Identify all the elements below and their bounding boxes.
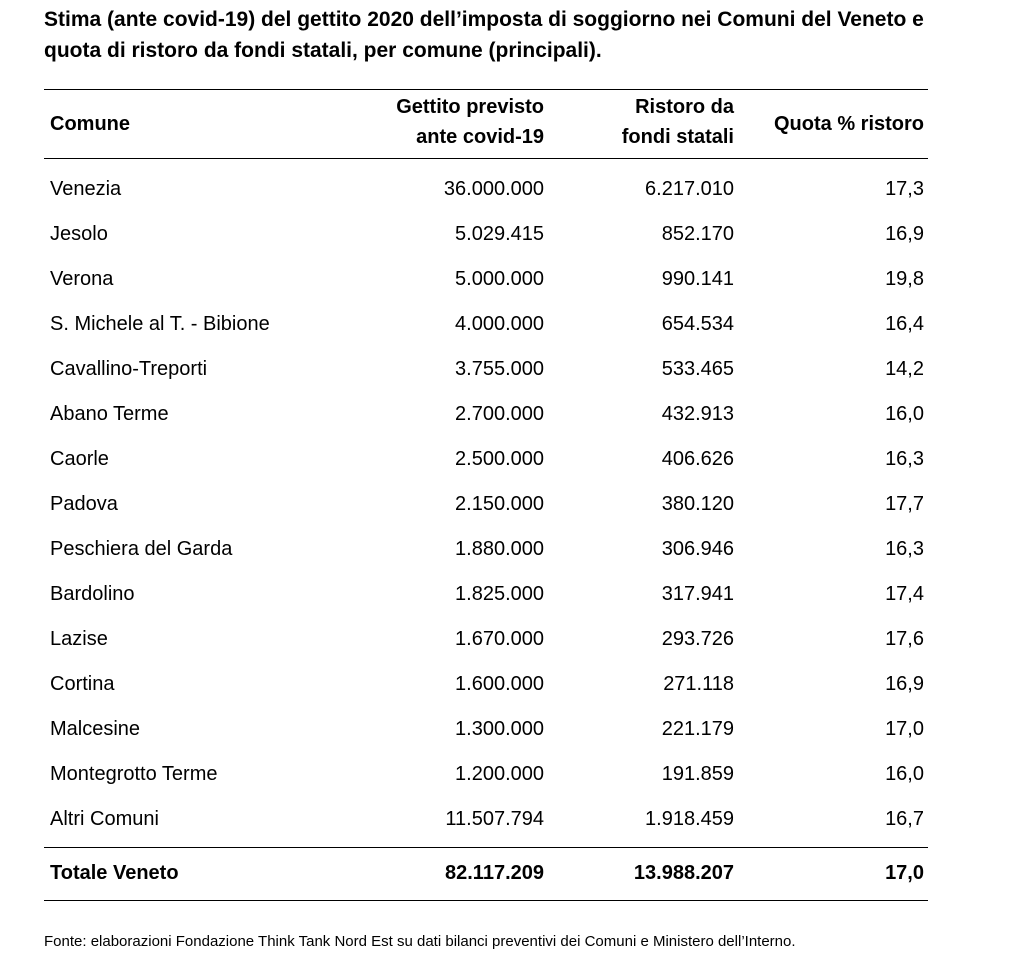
cell-gettito: 2.150.000: [455, 493, 544, 515]
header-comune: Comune: [50, 113, 130, 135]
table-row: [44, 212, 928, 257]
cell-gettito: 36.000.000: [443, 178, 544, 200]
cell-ristoro: 654.534: [661, 313, 734, 335]
cell-quota: 14,2: [885, 358, 924, 380]
cell-ristoro: 306.946: [661, 538, 734, 560]
cell-quota: 17,3: [885, 178, 924, 200]
cell-quota: 19,8: [885, 268, 924, 290]
title-line-2: quota di ristoro da fondi statali, per comune (principali).: [44, 39, 602, 62]
cell-quota: 16,0: [885, 763, 924, 785]
table-row: [44, 617, 928, 662]
cell-gettito: 1.600.000: [455, 673, 544, 695]
table-row: [44, 707, 928, 752]
cell-gettito: 1.300.000: [455, 718, 544, 740]
cell-gettito: 3.755.000: [455, 358, 544, 380]
table-total-rule: [44, 847, 928, 848]
cell-ristoro: 990.141: [661, 268, 734, 290]
table-row: [44, 347, 928, 392]
table-row: [44, 662, 928, 707]
cell-quota: 17,7: [885, 493, 924, 515]
cell-comune: Bardolino: [50, 583, 135, 605]
table-row: [44, 752, 928, 797]
total-quota: 17,0: [885, 862, 924, 884]
cell-quota: 16,3: [885, 448, 924, 470]
cell-comune: Padova: [50, 493, 118, 515]
cell-comune: Venezia: [50, 178, 122, 200]
cell-gettito: 2.500.000: [455, 448, 544, 470]
table-row: [44, 797, 928, 842]
cell-gettito: 4.000.000: [455, 313, 544, 335]
table-row: [44, 527, 928, 572]
cell-ristoro: 221.179: [661, 718, 734, 740]
cell-comune: Abano Terme: [50, 403, 169, 425]
header-quota: Quota % ristoro: [773, 113, 924, 135]
cell-comune: Verona: [50, 268, 114, 290]
total-comune: Totale Veneto: [50, 862, 179, 884]
table-bottom-rule: [44, 900, 928, 901]
cell-comune: Caorle: [50, 448, 109, 470]
cell-ristoro: 852.170: [661, 223, 734, 245]
cell-ristoro: 6.217.010: [645, 178, 734, 200]
cell-comune: Montegrotto Terme: [50, 763, 218, 785]
table-total-row: [44, 851, 928, 895]
cell-quota: 17,4: [885, 583, 924, 605]
cell-comune: S. Michele al T. - Bibione: [50, 313, 270, 335]
cell-ristoro: 406.626: [661, 448, 734, 470]
title-line-1: Stima (ante covid-19) del gettito 2020 dell’imposta di soggiorno nei Comuni del Veneto e: [44, 8, 924, 31]
total-ristoro: 13.988.207: [633, 862, 734, 884]
header-gettito: Gettito previsto ante covid-19: [396, 96, 544, 148]
table-row: [44, 302, 928, 347]
cell-gettito: 5.000.000: [455, 268, 544, 290]
total-gettito: 82.117.209: [445, 862, 544, 884]
cell-comune: Cavallino-Treporti: [50, 358, 208, 380]
cell-ristoro: 1.918.459: [645, 808, 734, 830]
cell-comune: Malcesine: [50, 718, 141, 740]
table-row: [44, 482, 928, 527]
table-row: [44, 257, 928, 302]
cell-ristoro: 293.726: [661, 628, 734, 650]
cell-comune: Lazise: [50, 628, 108, 650]
cell-gettito: 5.029.415: [455, 223, 544, 245]
table-row: [44, 572, 928, 617]
cell-ristoro: 380.120: [661, 493, 734, 515]
cell-comune: Peschiera del Garda: [50, 538, 233, 560]
source-footnote: Fonte: elaborazioni Fondazione Think Tank Nord Est su dati bilanci preventivi dei Comuni e Ministero dell’Interno.: [44, 933, 796, 950]
table-row: [44, 437, 928, 482]
cell-ristoro: 271.118: [663, 673, 734, 695]
cell-ristoro: 533.465: [661, 358, 734, 380]
table-row: [44, 392, 928, 437]
cell-comune: Altri Comuni: [50, 808, 159, 830]
table-header: [44, 90, 928, 158]
cell-gettito: 2.700.000: [455, 403, 544, 425]
header-ristoro: Ristoro da fondi statali: [621, 96, 734, 148]
cell-quota: 17,6: [885, 628, 924, 650]
cell-quota: 16,7: [885, 808, 924, 830]
page-title: [44, 4, 1019, 66]
cell-gettito: 1.200.000: [455, 763, 544, 785]
cell-quota: 17,0: [885, 718, 924, 740]
cell-ristoro: 432.913: [661, 403, 734, 425]
cell-gettito: 11.507.794: [445, 808, 544, 830]
cell-quota: 16,0: [885, 403, 924, 425]
cell-quota: 16,9: [885, 673, 924, 695]
cell-quota: 16,3: [885, 538, 924, 560]
table-row: [44, 167, 928, 212]
table-body: [44, 167, 928, 842]
cell-ristoro: 191.859: [661, 763, 734, 785]
cell-quota: 16,9: [885, 223, 924, 245]
cell-gettito: 1.670.000: [455, 628, 544, 650]
cell-comune: Cortina: [50, 673, 115, 695]
cell-comune: Jesolo: [50, 223, 108, 245]
cell-gettito: 1.825.000: [455, 583, 544, 605]
table-header-rule: [44, 158, 928, 159]
cell-quota: 16,4: [885, 313, 924, 335]
cell-gettito: 1.880.000: [455, 538, 544, 560]
cell-ristoro: 317.941: [661, 583, 734, 605]
